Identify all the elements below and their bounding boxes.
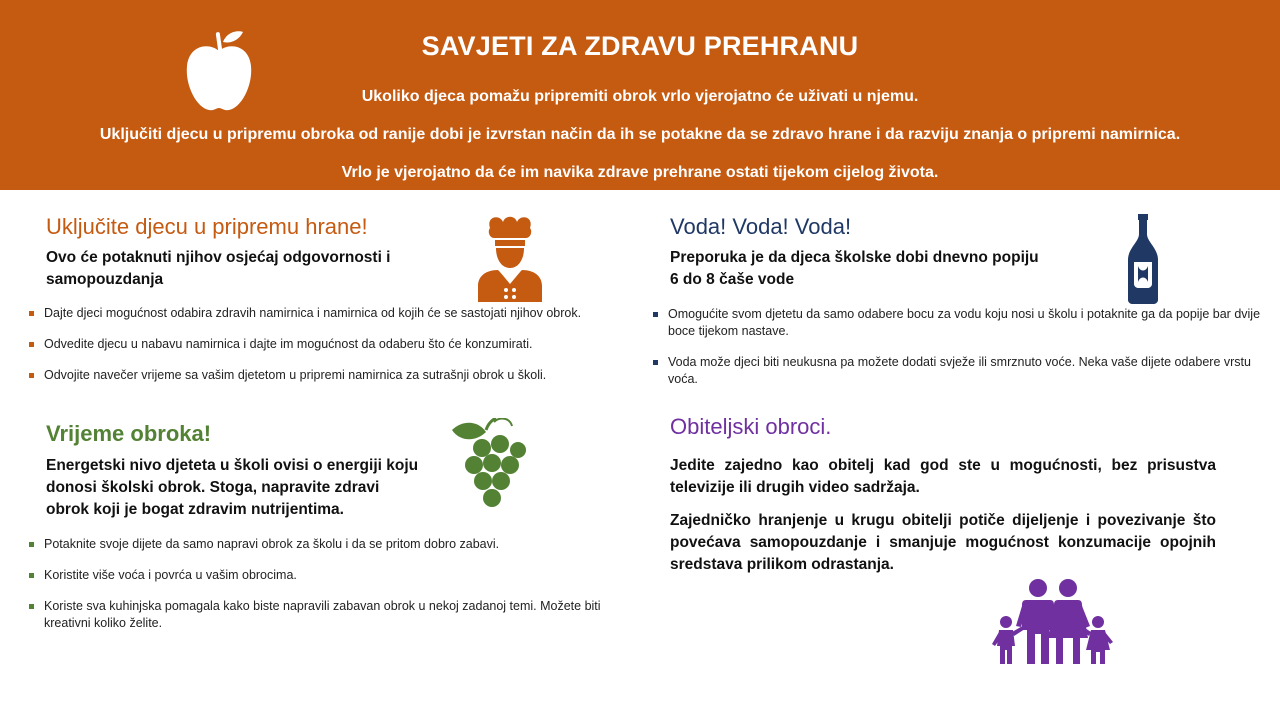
list-item: Omogućite svom djetetu da samo odabere bocu za vodu koju nosi u školu i potaknite ga da popije bar dvije boce tijekom nastave.: [652, 306, 1262, 340]
header-line-2: Uključiti djecu u pripremu obroka od ranije dobi je izvrstan način da ih se potakne da se zdravo hrane i da razviju znanja o pripremi namirnica.: [99, 126, 1181, 143]
family-paragraph-1: Jedite zajedno kao obitelj kad god ste u mogućnosti, bez prisustva televizije ili drugih video sadržaja.: [670, 457, 1216, 496]
list-item: Odvojite navečer vrijeme sa vašim djetetom u pripremi namirnica za sutrašnji obrok u školi.: [28, 367, 628, 384]
mealtime-title: Vrijeme obroka!: [46, 421, 212, 446]
mealtime-subtitle: Energetski nivo djeteta u školi ovisi o energiji koju donosi školski obrok. Stoga, napravite zdravi obrok koji je bogat zdravim nutrijentima.: [46, 457, 419, 518]
grapes-icon: [448, 418, 530, 508]
family-title: Obiteljski obroci.: [670, 414, 832, 439]
water-bullet-list: [652, 306, 1262, 402]
prep-title: Uključite djecu u pripremu hrane!: [46, 214, 368, 239]
header-line-3: Vrlo je vjerojatno da će im navika zdrave prehrane ostati tijekom cijelog života.: [341, 164, 939, 181]
mealtime-bullet-list: [28, 536, 638, 646]
chef-icon: [476, 216, 544, 302]
water-subtitle: Preporuka je da djeca školske dobi dnevno popiju 6 do 8 čaše vode: [670, 249, 1039, 288]
list-item: Koriste sva kuhinjska pomagala kako biste napravili zabavan obrok u nekoj zadanoj temi. Možete biti kreativni koliko želite.: [28, 598, 638, 632]
prep-subtitle: Ovo će potaknuti njihov osjećaj odgovornosti i samopouzdanja: [46, 249, 391, 288]
list-item: Dajte djeci mogućnost odabira zdravih namirnica i namirnica od kojih će se sastojati njihov obrok.: [28, 305, 628, 322]
family-paragraph-2: Zajedničko hranjenje u krugu obitelji potiče dijeljenje i povezivanje što povećava samopouzdanje i smanjuje mogućnost konzumacije opojnih sredstava prilikom odrastanja.: [670, 512, 1216, 573]
water-title: Voda! Voda! Voda!: [670, 214, 852, 239]
bottle-icon: [1128, 214, 1158, 304]
list-item: Voda može djeci biti neukusna pa možete dodati svježe ili smrznuto voće. Neka vaše dijete odabere vrstu voća.: [652, 354, 1262, 388]
header-banner: [0, 0, 1280, 190]
prep-bullet-list: [28, 305, 628, 398]
list-item: Koristite više voća i povrća u vašim obrocima.: [28, 567, 638, 584]
header-line-1: Ukoliko djeca pomažu pripremiti obrok vrlo vjerojatno će uživati u njemu.: [361, 88, 919, 105]
page-title: SAVJETI ZA ZDRAVU PREHRANU: [421, 31, 859, 61]
family-icon: [992, 578, 1114, 664]
list-item: Potaknite svoje dijete da samo napravi obrok za školu i da se pritom dobro zabavi.: [28, 536, 638, 553]
list-item: Odvedite djecu u nabavu namirnica i dajte im mogućnost da odaberu što će konzumirati.: [28, 336, 628, 353]
